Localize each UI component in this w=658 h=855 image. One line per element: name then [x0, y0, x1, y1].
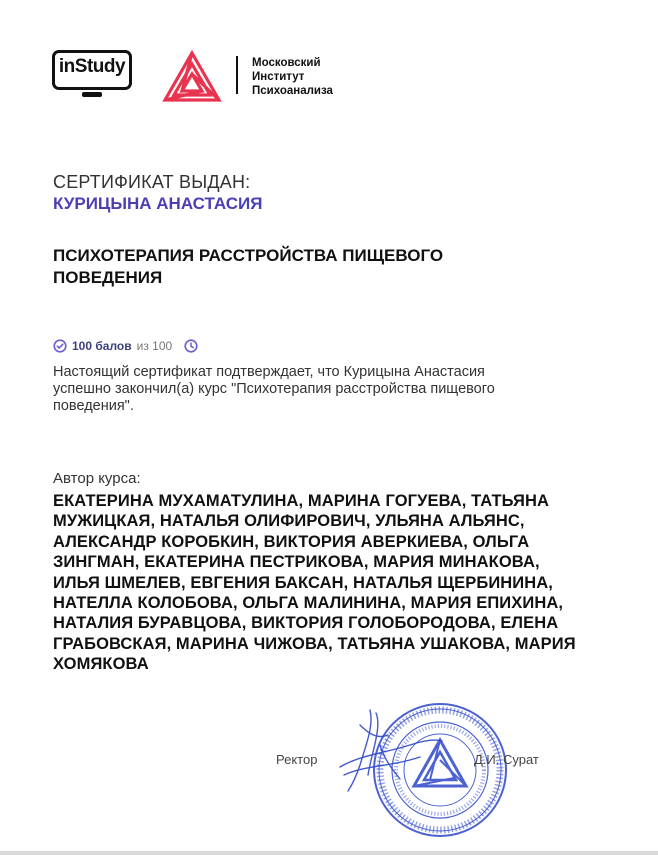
clock-icon: [184, 339, 198, 353]
score-max: из 100: [136, 339, 173, 353]
instudy-logo: [52, 50, 136, 102]
logo-divider: [236, 56, 238, 94]
certificate-description: Настоящий сертификат подтверждает, что Курицына Анастасия успешно закончил(а) курс "Психотерапия расстройства пищевого поведения".: [53, 364, 495, 414]
signature: [330, 705, 450, 795]
institute-name: Московский Институт Психоанализа: [252, 57, 333, 97]
rector-label: Ректор: [276, 752, 318, 767]
recipient-name: КУРИЦЫНА АНАСТАСИЯ: [53, 194, 263, 213]
score-value: 100 балов: [72, 339, 132, 353]
author-label: Автор курса:: [53, 470, 141, 487]
issued-label: СЕРТИФИКАТ ВЫДАН:: [53, 172, 251, 192]
course-title: ПСИХОТЕРАПИЯ РАССТРОЙСТВА ПИЩЕВОГО ПОВЕДЕНИЯ: [53, 246, 444, 287]
instudy-logo-text: inStudy: [58, 56, 126, 77]
author-names: ЕКАТЕРИНА МУХАМАТУЛИНА, МАРИНА ГОГУЕВА, ТАТЬЯНА МУЖИЦКАЯ, НАТАЛЬЯ ОЛИФИРОВИЧ, УЛЬЯНА АЛЬЯНС, АЛЕКСАНДР КОРОБКИН, ВИКТОРИЯ АВЕРКИЕВА, ОЛЬГА ЗИНГМАН, ЕКАТЕРИНА ПЕСТРИКОВА, МАРИЯ МИНАКОВА, ИЛЬЯ ШМЕЛЕВ, ЕВГЕНИЯ БАКСАН, НАТАЛЬЯ ЩЕРБИНИНА, НАТЕЛЛА КОЛОБОВА, ОЛЬГА МАЛИНИНА, МАРИЯ ЕПИХИНА, НАТАЛИЯ БУРАВЦОВА, ВИКТОРИЯ ГОЛОБОРОДОВА, ЕЛЕНА ГРАБОВСКАЯ, МАРИНА ЧИЖОВА, ТАТЬЯНА УШАКОВА, МАРИЯ ХОМЯКОВА: [53, 492, 576, 674]
check-circle-icon: [53, 339, 67, 353]
page-bottom-edge: [0, 851, 658, 855]
score-row: [53, 337, 198, 355]
triangle-knot-icon: [162, 50, 222, 104]
signer-name: Д.И. Сурат: [474, 752, 539, 767]
